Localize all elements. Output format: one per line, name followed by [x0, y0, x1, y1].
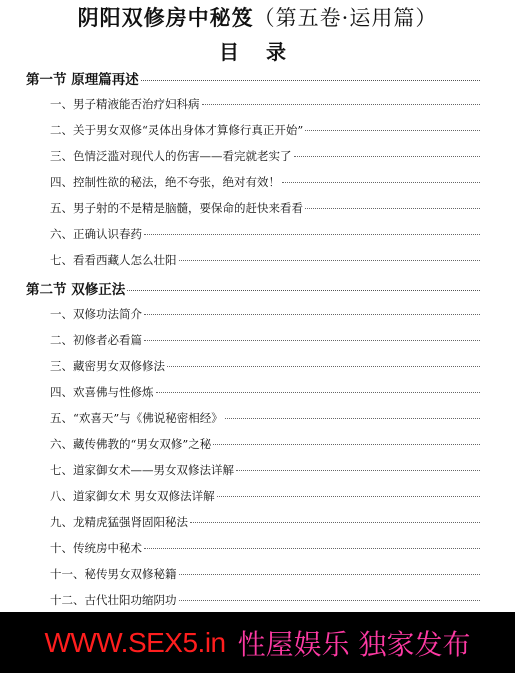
document-title-sub: （第五卷·运用篇）	[253, 6, 438, 30]
dot-leader	[141, 80, 480, 81]
toc-item-label: 五、男子射的不是精是脑髓，要保命的赶快来看看	[50, 201, 303, 215]
toc-heading: 目 录	[219, 40, 296, 64]
dot-leader	[127, 290, 480, 291]
toc-item[interactable]	[50, 252, 482, 272]
toc-item[interactable]	[50, 592, 482, 612]
dot-leader	[236, 470, 480, 471]
banner-url: WWW.SEX5.in	[44, 626, 226, 658]
toc-item[interactable]	[50, 122, 482, 142]
toc-item[interactable]	[50, 174, 482, 194]
toc-item-label: 一、双修功法简介	[50, 307, 142, 321]
toc-item-label: 十二、古代壮阳功缩阴功	[50, 593, 177, 607]
dot-leader	[167, 366, 480, 367]
toc-item[interactable]	[50, 358, 482, 378]
toc-item-label: 八、道家御女术 男女双修法详解	[50, 489, 215, 503]
dot-leader	[225, 418, 480, 419]
toc-section[interactable]	[26, 68, 482, 88]
toc-item-label: 二、初修者必看篇	[50, 333, 142, 347]
dot-leader	[305, 130, 480, 131]
toc-item-label: 四、控制性欲的秘法，绝不夸张，绝对有效！	[50, 175, 280, 189]
banner-slogan: 性屋娱乐 独家发布	[237, 627, 471, 661]
toc-item[interactable]	[50, 200, 482, 220]
toc-item[interactable]	[50, 148, 482, 168]
toc-item-label: 四、欢喜佛与性修炼	[50, 385, 154, 399]
toc-item-label: 十一、秘传男女双修秘籍	[50, 567, 177, 581]
toc-item[interactable]	[50, 410, 482, 430]
toc-item[interactable]	[50, 96, 482, 116]
toc-item-label: 三、色情泛滥对现代人的伤害——看完就老实了	[50, 149, 292, 163]
dot-leader	[144, 548, 480, 549]
toc-item-label: 七、看看西藏人怎么壮阳	[50, 253, 177, 267]
dot-leader	[190, 522, 480, 523]
toc-item-label: 九、龙精虎猛强肾固阳秘法	[50, 515, 188, 529]
dot-leader	[217, 496, 480, 497]
toc-item-label: 一、男子精液能否治疗妇科病	[50, 97, 200, 111]
toc-item-label: 二、关于男女双修“灵体出身体才算修行真正开始”	[50, 123, 304, 137]
toc-section[interactable]	[26, 278, 482, 298]
toc-item-label: 六、正确认识春药	[50, 227, 142, 241]
toc-item-label: 七、道家御女术——男女双修法详解	[50, 463, 234, 477]
toc-item[interactable]	[50, 462, 482, 482]
toc-item[interactable]	[50, 332, 482, 352]
dot-leader	[179, 600, 481, 601]
toc-item[interactable]	[50, 436, 482, 456]
document-title-main: 阴阳双修房中秘笈	[77, 5, 254, 30]
toc-section-label: 第一节 原理篇再述	[26, 72, 139, 88]
watermark-banner	[0, 612, 515, 673]
dot-leader	[305, 208, 480, 209]
toc-item[interactable]	[50, 306, 482, 326]
dot-leader	[202, 104, 481, 105]
toc-item[interactable]	[50, 384, 482, 404]
toc-item-label: 三、藏密男女双修修法	[50, 359, 165, 373]
dot-leader	[179, 260, 481, 261]
dot-leader	[156, 392, 481, 393]
toc-item[interactable]	[50, 226, 482, 246]
toc-section-label: 第二节 双修正法	[26, 282, 126, 298]
toc-item[interactable]	[50, 514, 482, 534]
dot-leader	[179, 574, 481, 575]
dot-leader	[144, 314, 480, 315]
dot-leader	[213, 444, 480, 445]
toc-item-label: 六、藏传佛教的“男女双修”之秘	[50, 437, 212, 451]
dot-leader	[294, 156, 481, 157]
toc-item-label: 五、“欢喜天”与《佛说秘密相经》	[50, 411, 223, 425]
toc-item-label: 十、传统房中秘术	[50, 541, 142, 555]
dot-leader	[144, 340, 480, 341]
dot-leader	[282, 182, 480, 183]
document-title	[0, 2, 515, 32]
toc-item[interactable]	[50, 566, 482, 586]
dot-leader	[144, 234, 480, 235]
toc-item[interactable]	[50, 488, 482, 508]
toc-item[interactable]	[50, 540, 482, 560]
